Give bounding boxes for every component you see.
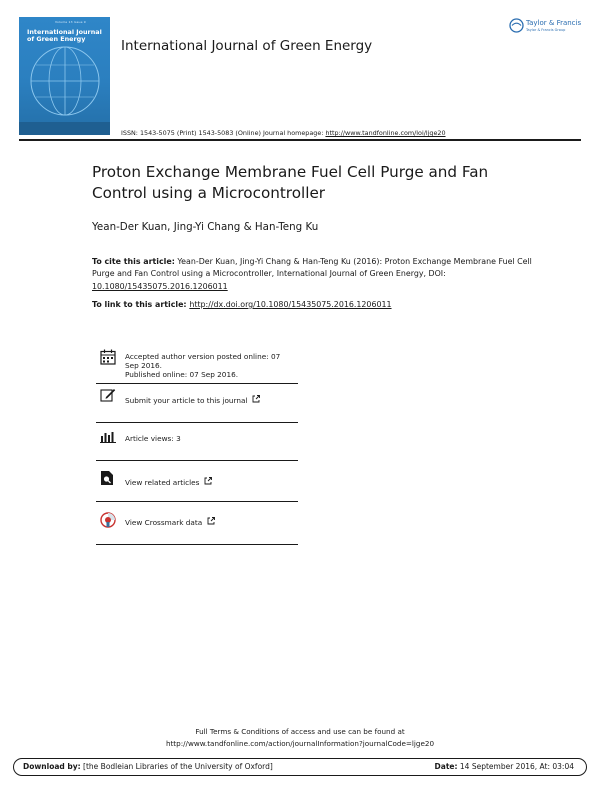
info-divider — [96, 422, 298, 423]
downloaded-by-label: Download by: — [23, 762, 81, 771]
crossmark-link[interactable] — [125, 517, 300, 527]
external-link-icon — [204, 477, 212, 485]
globe-icon — [25, 41, 105, 119]
crossmark-label: View Crossmark data — [125, 518, 203, 527]
accepted-date: Accepted author version posted online: 07 Sep 2016. — [125, 352, 281, 370]
article-doi-url[interactable]: http://dx.doi.org/10.1080/15435075.2016.1206011 — [189, 300, 392, 309]
article-views: Article views: 3 — [125, 434, 181, 443]
doi-link[interactable]: 10.1080/15435075.2016.1206011 — [92, 281, 228, 291]
info-divider — [96, 501, 298, 502]
download-date — [435, 762, 574, 771]
submit-article-label: Submit your article to this journal — [125, 396, 248, 405]
download-info-bar — [13, 758, 587, 776]
issn-line — [121, 129, 446, 137]
info-divider — [96, 383, 298, 384]
cover-footer-band — [19, 122, 110, 135]
cite-text: Yean-Der Kuan, Jing-Yi Chang & Han-Teng Ku (2016): Proton Exchange Membrane Fuel Cell Purge and Fan Control using a Microcontroller, International Journal of Green Energy, DOI: — [92, 257, 532, 279]
edit-icon — [100, 388, 116, 402]
issn-text: ISSN: 1543-5075 (Print) 1543-5083 (Online) Journal homepage: — [121, 129, 326, 137]
journal-cover — [19, 17, 110, 135]
terms-notice — [0, 726, 600, 749]
download-date-value: 14 September 2016, At: 03:04 — [457, 762, 574, 771]
link-label: To link to this article: — [92, 300, 190, 309]
cover-title: International Journal of Green Energy — [27, 28, 102, 43]
crossmark-icon — [100, 512, 116, 528]
downloaded-by-value: [the Bodleian Libraries of the University of Oxford] — [80, 762, 273, 771]
article-link-block — [92, 300, 392, 309]
related-articles-icon — [100, 470, 114, 486]
downloaded-by — [23, 762, 273, 771]
terms-url[interactable]: http://www.tandfonline.com/action/journalInformation?journalCode=ljge20 — [165, 738, 435, 748]
journal-name: International Journal of Green Energy — [121, 38, 373, 54]
published-date: Published online: 07 Sep 2016. — [125, 370, 239, 379]
citation-block — [92, 256, 532, 293]
calendar-icon — [100, 349, 116, 365]
publisher-name: Taylor & Francis — [526, 19, 582, 27]
article-authors: Yean-Der Kuan, Jing-Yi Chang & Han-Teng Ku — [92, 221, 319, 233]
external-link-icon — [207, 517, 215, 525]
publisher-group: Taylor & Francis Group — [526, 28, 566, 32]
publisher-logo-icon — [509, 18, 524, 33]
bar-chart-icon — [100, 431, 116, 443]
cite-label: To cite this article: — [92, 257, 175, 266]
publisher-logo[interactable] — [509, 17, 589, 41]
info-divider — [96, 544, 298, 545]
journal-homepage-link[interactable]: http://www.tandfonline.com/loi/ljge20 — [325, 129, 446, 137]
cover-issue-text: Volume 13 Issue 9 — [55, 20, 86, 24]
download-date-label: Date: — [434, 762, 458, 771]
terms-line: Full Terms & Conditions of access and use can be found at — [195, 727, 405, 736]
info-divider — [96, 460, 298, 461]
external-link-icon — [252, 395, 260, 403]
submit-article-link[interactable] — [125, 395, 300, 405]
header-divider — [19, 139, 581, 141]
related-articles-link[interactable] — [125, 477, 300, 487]
related-articles-label: View related articles — [125, 478, 200, 487]
article-title: Proton Exchange Membrane Fuel Cell Purge and Fan Control using a Microcontroller — [92, 163, 489, 202]
